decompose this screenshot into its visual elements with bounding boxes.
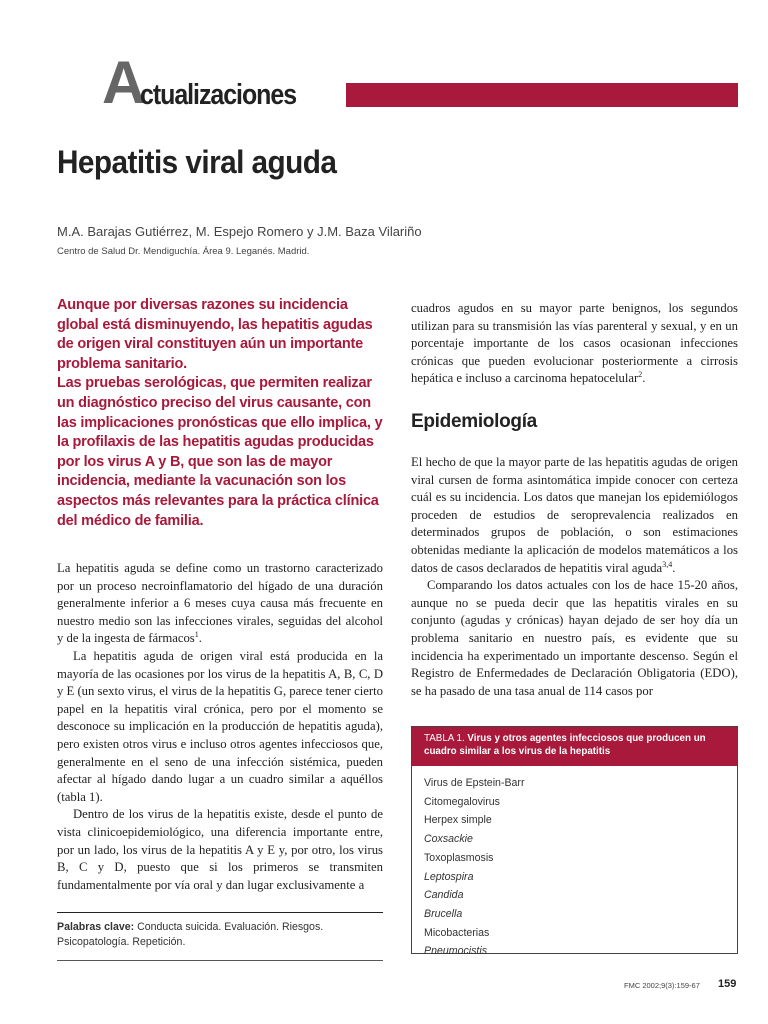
keywords-box [57,912,383,961]
body-paragraph: El hecho de que la mayor parte de las hepatitis agudas de origen viral cursen de forma asintomática impide conocer con certeza cuál es su incidencia. Los datos que manejan los epidemiólogos proceden de estudios de seroprevalencia realizados en determinados grupos de población, o son estimaciones obtenidas mediante la aplicación de modelos matemáticos a los datos de casos declarados de hepatitis viral aguda$^{3,4}$. [411,454,738,575]
section-bar [346,83,738,107]
body-paragraph: La hepatitis aguda se define como un trastorno caracterizado por un proceso necroinflamatorio del hígado de una duración generalmente inferior a 6 meses cuya causa más frecuente en nuestro medio son las infecciones virales, seguidas del alcohol y de la ingesta de fármacos$^1$. [57,561,383,646]
section-header [102,50,738,116]
reference-marker: 2 [638,370,643,380]
section-heading-epidemiologia: Epidemiología [411,410,537,432]
list-item: Brucella [424,907,463,920]
table-label: TABLA 1. [424,733,465,744]
article-affiliation: Centro de Salud Dr. Mendiguchía. Área 9. Leganés. Madrid. [57,246,310,257]
list-item: Candida [424,889,464,902]
article-title: Hepatitis viral aguda [57,144,337,180]
body-paragraph: Comparando los datos actuales con los de hace 15-20 años, aunque no se pueda decir que las hepatitis virales en su conjunto (agudas y crónicas) hayan dejado de ser hoy día un problema sanitario en nuestro país, es evidente que su incidencia ha experimentado un importante descenso. Según el Registro de Enfermedades de Declaración Obligatoria (EDO), se ha pasado de una tasa anual de 114 casos por [411,578,738,698]
list-item: Citomegalovirus [424,795,500,808]
reference-marker: 1 [194,630,199,640]
table-list [412,766,737,961]
page-number: 159 [718,978,737,990]
abstract [57,296,387,531]
reference-marker: 3,4 [662,559,673,569]
abstract-paragraph: Las pruebas serológicas, que permiten realizar un diagnóstico preciso del virus causante, con las implicaciones pronósticas que ello implica, y la profilaxis de las hepatitis agudas producidas por los virus A y B, que son las de mayor incidencia, mediante la vacunación son los aspectos más relevantes para la práctica clínica del médico de familia. [57,375,383,529]
body-paragraph: cuadros agudos en su mayor parte benignos, los segundos utilizan para su transmisión las vías parenteral y sexual, y en un porcentaje importante de los casos ocasionan infecciones crónicas que pueden evolucionar posteriormente a cirrosis hepática e incluso a carcinoma hepatocelular$^2$. [411,301,738,386]
list-item: Toxoplasmosis [424,851,494,864]
list-item: Micobacterias [424,926,490,939]
citation-footer: FMC 2002;9(3):159-67 [624,981,700,990]
keywords-text: Conducta suicida. Evaluación. Riesgos. Psicopatología. Repetición. [57,921,324,948]
section-initial: A [102,49,144,116]
article-authors: M.A. Barajas Gutiérrez, M. Espejo Romero y J.M. Baza Vilariño [57,224,422,239]
list-item: Virus de Epstein-Barr [424,777,525,789]
list-item: Pneumocistis [424,945,487,958]
body-column-left [57,560,383,894]
list-item: Leptospira [424,870,474,883]
section-title: ctualizaciones [140,79,297,111]
body-paragraph: La hepatitis aguda de origen viral está producida en la mayoría de las ocasiones por los virus de la hepatitis A, B, C, D y E (un sexto virus, el virus de la hepatitis G, parece tener cierto papel en la hepatitis viral crónica, pero por el momento se desconoce su implicación en la producción de hepatitis aguda), pero existen otros virus e incluso otros agentes infecciosos que, generalmente en el seno de una infección sistémica, pueden afectar al hígado dando lugar a un cuadro similar a aquéllos (tabla 1). [57,648,383,804]
list-item: Herpex simple [424,814,492,827]
abstract-paragraph: Aunque por diversas razones su incidencia global está disminuyendo, las hepatitis agudas de origen viral constituyen aún un importante problema sanitario. [57,297,373,372]
table-1 [411,726,738,958]
table-caption [412,727,737,766]
keywords-label: Palabras clave: [57,921,135,933]
body-paragraph: Dentro de los virus de la hepatitis existe, desde el punto de vista clinicoepidemiológico, una diferencia importante entre, por un lado, los virus de la hepatitis A y E y, por otro, los virus B, C y D, puesto que si los primeros se transmiten fundamentalmente por vía oral y dan lugar exclusivamente a [57,807,383,892]
body-column-right [411,300,738,700]
table-caption-text: Virus y otros agentes infecciosos que producen un cuadro similar a los virus de la hepatitis [424,733,706,757]
list-item: Coxsackie [424,833,473,846]
